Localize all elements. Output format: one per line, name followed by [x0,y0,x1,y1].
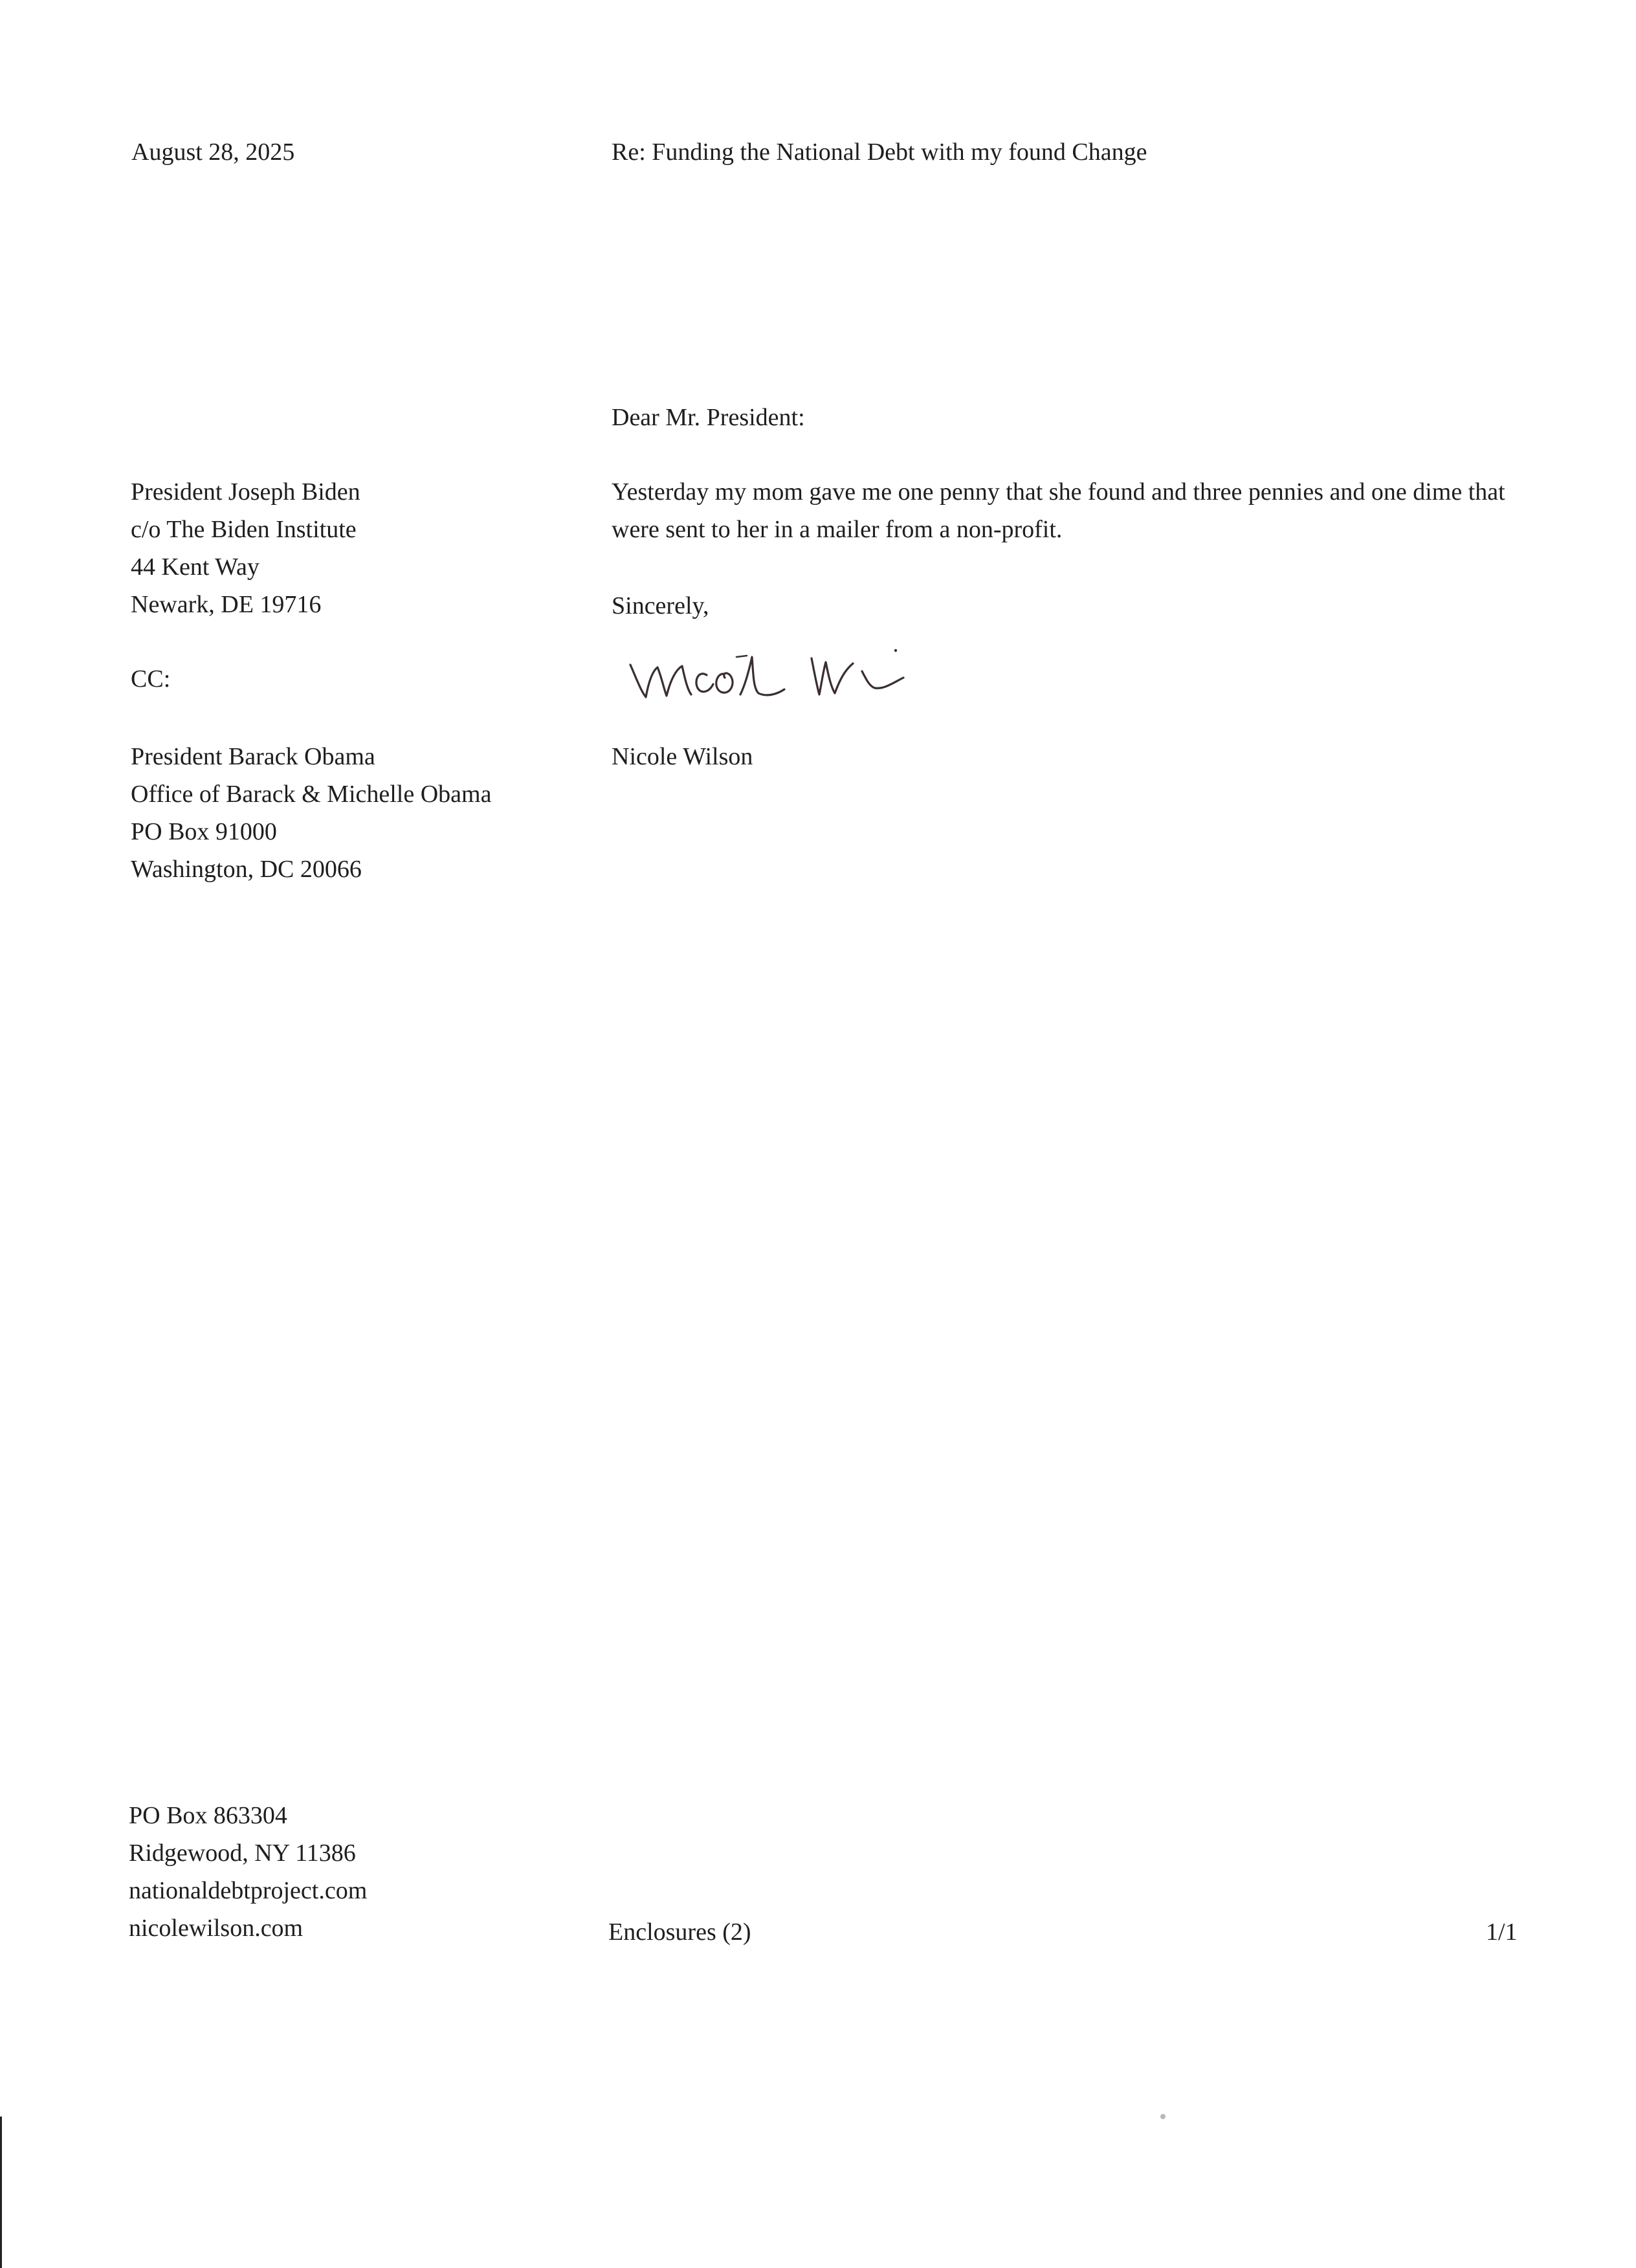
scan-edge-mark [0,2117,2,2268]
page-number: 1/1 [1486,1918,1518,1946]
recipient-name: President Joseph Biden [131,478,360,506]
subject-line: Re: Funding the National Debt with my found Change [612,139,1147,166]
letter-date: August 28, 2025 [131,139,295,166]
scan-speck [1160,2114,1166,2119]
recipient-city: Newark, DE 19716 [131,591,322,618]
cc-recipient-pobox: PO Box 91000 [131,818,277,845]
sender-website-personal: nicolewilson.com [129,1915,304,1942]
cc-recipient-name: President Barack Obama [131,743,375,770]
signature [626,638,911,709]
salutation: Dear Mr. President: [612,404,805,431]
recipient-address [131,473,360,623]
recipient-organization: c/o The Biden Institute [131,516,357,543]
cc-recipient-city: Washington, DC 20066 [131,856,362,883]
sender-website-project: nationaldebtproject.com [129,1877,368,1904]
closing: Sincerely, [612,592,709,619]
recipient-street: 44 Kent Way [131,553,260,581]
sender-pobox: PO Box 863304 [129,1802,287,1829]
sender-contact-block [129,1797,367,1947]
signer-name: Nicole Wilson [612,743,753,770]
cc-recipient-office: Office of Barack & Michelle Obama [131,781,492,808]
enclosures-note: Enclosures (2) [608,1918,751,1946]
sender-city: Ridgewood, NY 11386 [129,1840,356,1867]
letter-body: Yesterday my mom gave me one penny that she found and three pennies and one dime that were sent to her in a mailer from a non-profit. [612,478,1505,543]
cc-recipient-address [131,738,491,888]
cc-label: CC: [131,665,171,693]
